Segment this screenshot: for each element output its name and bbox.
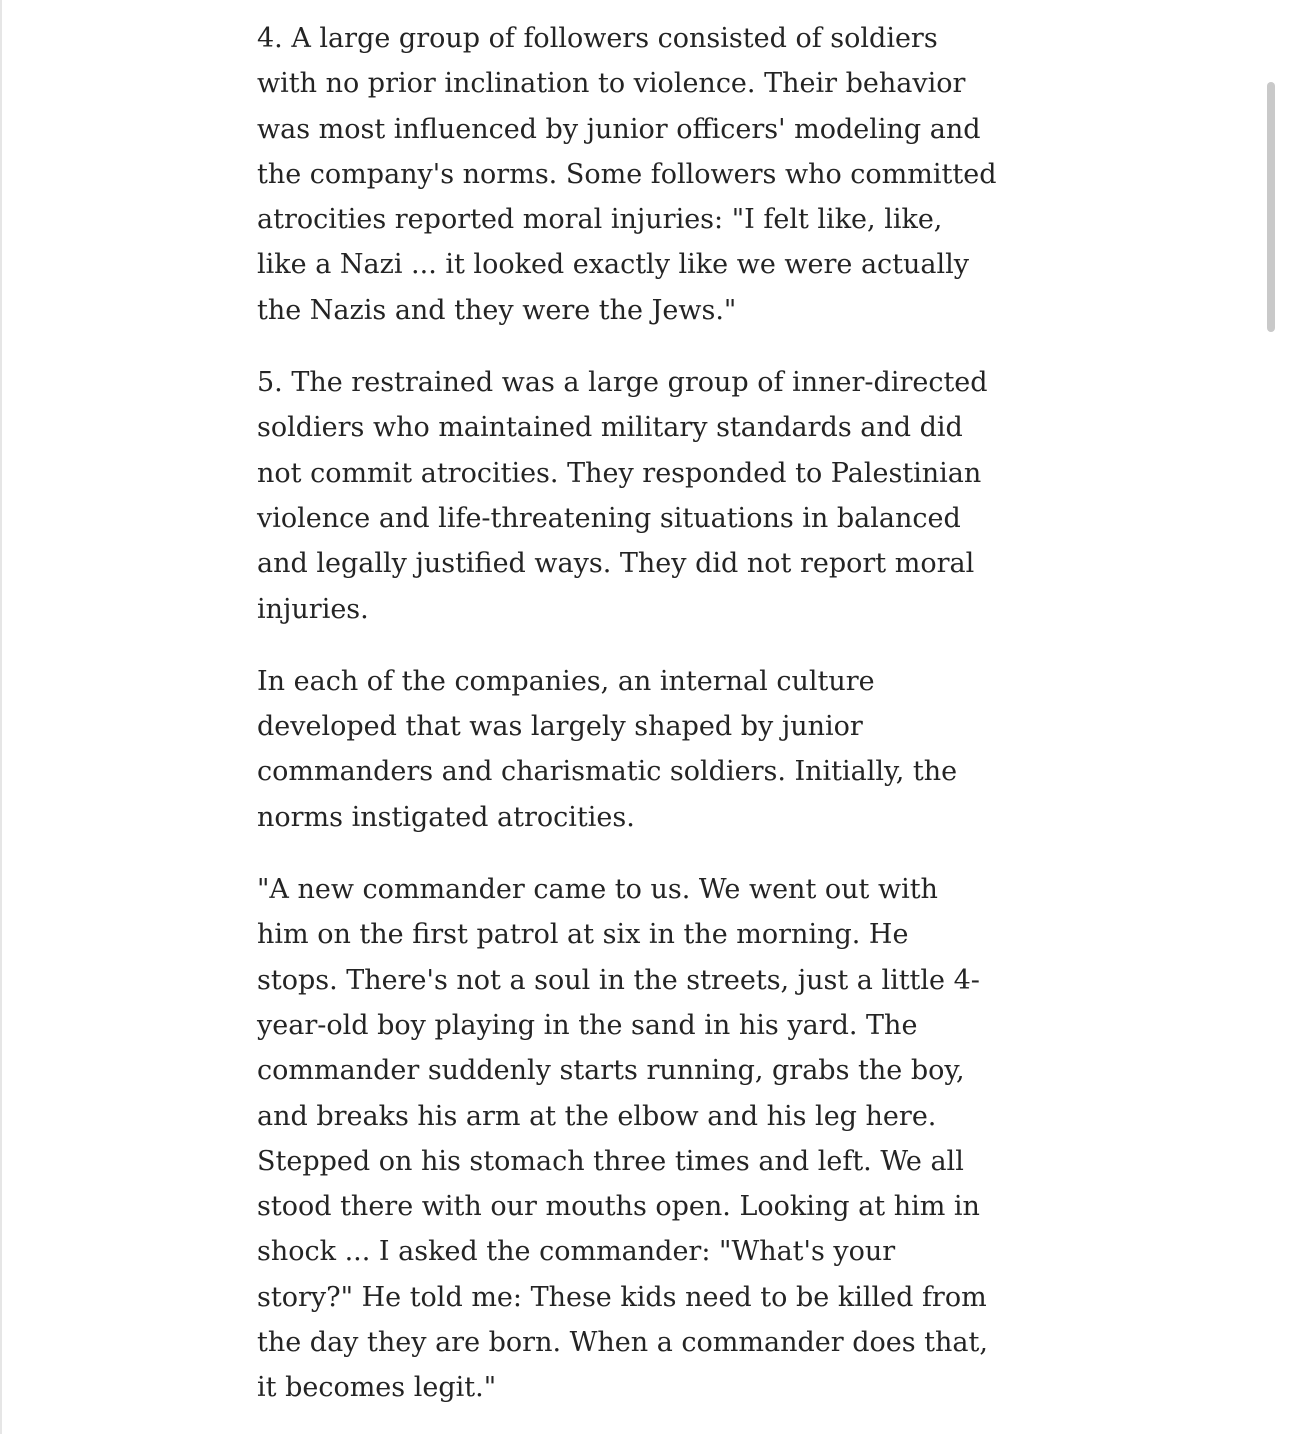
page-left-border — [0, 0, 2, 1434]
article-body — [257, 16, 997, 1438]
scrollbar-track[interactable] — [1265, 0, 1277, 1434]
paragraph-followers: 4. A large group of followers consisted of soldiers with no prior inclination to violence. Their behavior was most influenced by junior officers' modeling and the company's norms. Some followers who committed atrocities reported moral injuries: "I felt like, like, like a Nazi ... it looked exactly like we were actually the Nazis and they were the Jews." — [257, 23, 997, 326]
scrollbar-thumb[interactable] — [1267, 82, 1275, 332]
paragraph-internal-culture: In each of the companies, an internal culture developed that was largely shaped by junior commanders and charismatic soldiers. Initially, the norms instigated atrocities. — [257, 665, 958, 833]
paragraph-restrained: 5. The restrained was a large group of inner-directed soldiers who maintained military standards and did not commit atrocities. They responded to Palestinian violence and life-threatening situations in balanced and legally justified ways. They did not report moral injuries. — [257, 367, 988, 625]
paragraph-commander-quote: "A new commander came to us. We went out with him on the first patrol at six in the morning. He stops. There's not a soul in the streets, just a little 4-year-old boy playing in the sand in his yard. The commander suddenly starts running, grabs the boy, and breaks his arm at the elbow and his leg here. Stepped on his stomach three times and left. We all stood there with our mouths open. Looking at him in shock ... I asked the commander: "What's your story?" He told me: These kids need to be killed from the day they are born. When a commander does that, it becomes legit." — [257, 874, 988, 1404]
